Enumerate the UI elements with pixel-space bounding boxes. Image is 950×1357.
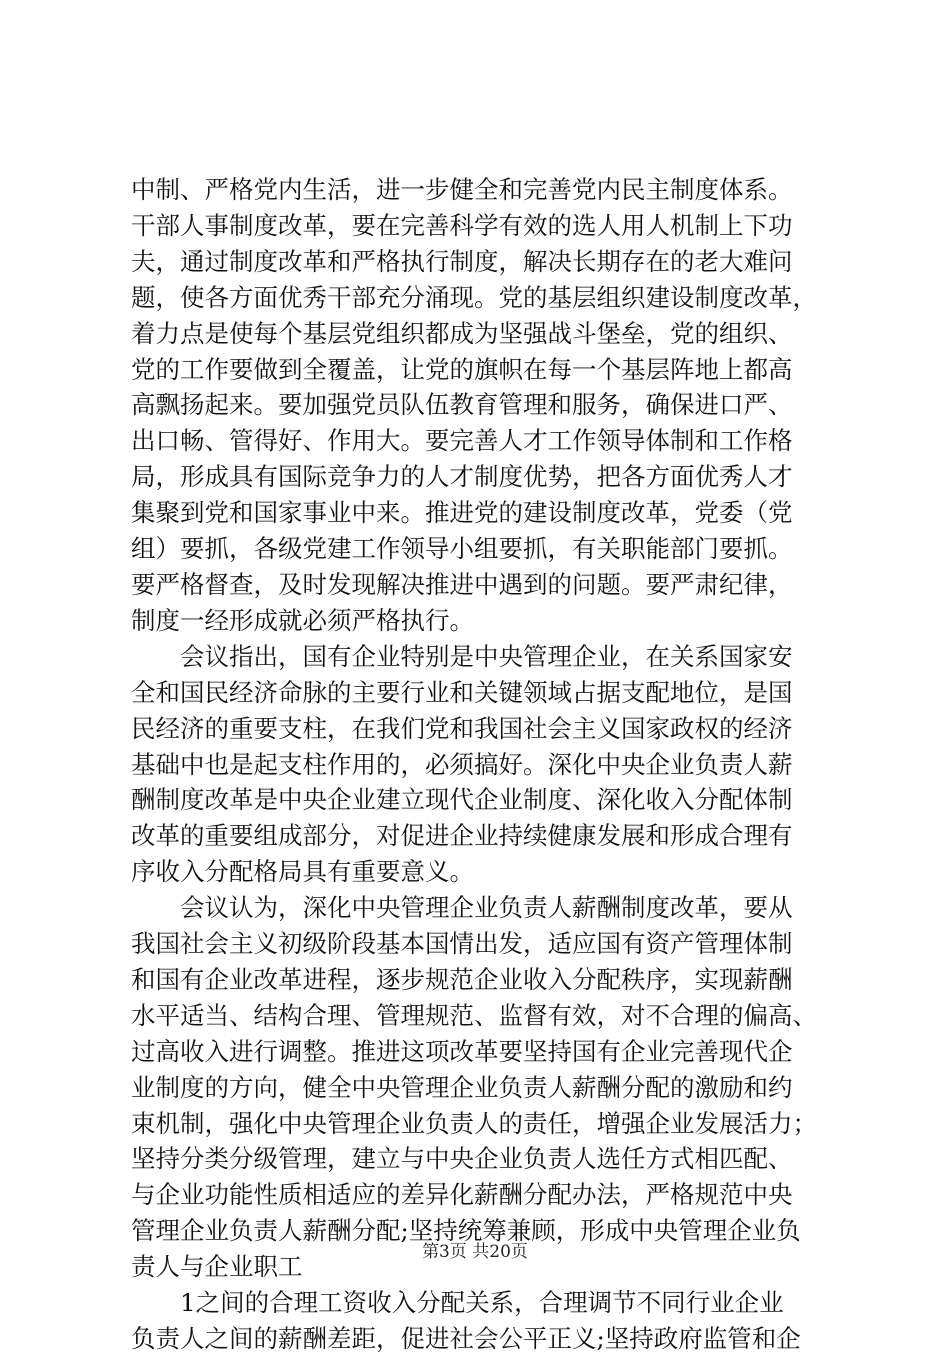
page-footer <box>0 1241 950 1263</box>
document-body <box>131 172 831 1357</box>
paragraph-income-distribution: 1之间的合理工资收入分配关系，合理调节不同行业企业 负责人之间的薪酬差距，促进社会公平正义;坚持政府监管和企 <box>131 1288 801 1353</box>
paragraph-meeting-believes: 会议认为，深化中央管理企业负责人薪酬制度改革，要从 我国社会主义初级阶段基本国情出发，适应国有资产管理体制 和国有企业改革进程，逐步规范企业收入分配秩序，实现薪酬 水平适当、结构合理、管理规范、监督有效，对不合理的偏高、 过高收入进行调整。推进这项改革要坚持国有企业完善现代企 业制度的方向，健全中央管理企业负责人薪酬分配的激励和约 束机制，强化中央管理企业负责人的责任，增强企业发展活力； 坚持分类分级管理，建立与中央企业负责人选任方式相匹配、 与企业功能性质相适应的差异化薪酬分配办法，严格规范中央 管理企业负责人薪酬分配;坚持统筹兼顾，形成中央管理企业负 责人与企业职工 <box>131 893 817 1282</box>
page-indicator: 第3页 共20页 <box>422 1242 528 1262</box>
paragraph-party-building: 中制、严格党内生活，进一步健全和完善党内民主制度体系。 干部人事制度改革，要在完善科学有效的选人用人机制上下功 夫，通过制度改革和严格执行制度，解决长期存在的老大难问 题，使各方面优秀干部充分涌现。党的基层组织建设制度改革， 着力点是使每个基层党组织都成为坚强战斗堡垒，党的组织、 党的工作要做到全覆盖，让党的旗帜在每一个基层阵地上都高 高飘扬起来。要加强党员队伍教育管理和服务，确保进口严、 出口畅、管得好、作用大。要完善人才工作领导体制和工作格 局，形成具有国际竞争力的人才制度优势，把各方面优秀人才 集聚到党和国家事业中来。推进党的建设制度改革，党委（党 组）要抓，各级党建工作领导小组要抓，有关职能部门要抓。 要严格督查，及时发现解决推进中遇到的问题。要严肃纪律， 制度一经形成就必须严格执行。 <box>131 175 817 635</box>
paragraph-meeting-pointed-out: 会议指出，国有企业特别是中央管理企业，在关系国家安 全和国民经济命脉的主要行业和关键领域占据支配地位，是国 民经济的重要支柱，在我们党和我国社会主义国家政权的经济 基础中也是起支柱作用的，必须搞好。深化中央企业负责人薪 酬制度改革是中央企业建立现代企业制度、深化收入分配体制 改革的重要组成部分，对促进企业持续健康发展和形成合理有 序收入分配格局具有重要意义。 <box>131 641 793 887</box>
